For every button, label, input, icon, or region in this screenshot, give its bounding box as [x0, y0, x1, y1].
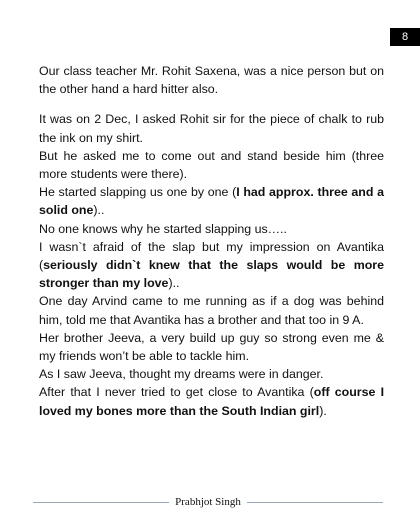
paragraph-jeeva: Her brother Jeeva, a very build up guy so strong even me & my friends won’t be able to tackle him. — [39, 330, 384, 364]
paragraph-stand-beside: But he asked me to come out and stand beside him (three more students were there). — [39, 148, 384, 182]
footer-author: Prabhjot Singh — [175, 496, 241, 508]
page-number: 8 — [390, 28, 420, 46]
paragraph-no-one-knows: No one knows why he started slapping us….. — [39, 221, 287, 236]
paragraph-after-that-emphasis: off course I loved my bones more than the South Indian girl — [39, 385, 385, 418]
footer-rule-left — [33, 502, 169, 503]
paragraph-slapping-end: ).. — [93, 203, 105, 218]
paragraph-slapping-text: He started slapping us one by one ( — [39, 185, 237, 200]
paragraph-after-that-end: ). — [319, 403, 327, 418]
paragraph-impression-emphasis: seriously didn`t knew that the slaps would be more stronger than my love — [39, 258, 384, 291]
footer-rule-right — [247, 502, 383, 503]
paragraph-impression-end: ).. — [168, 276, 180, 291]
page-footer — [33, 495, 383, 509]
paragraph-chalk: It was on 2 Dec, I asked Rohit sir for the piece of chalk to rub the ink on my shirt. — [39, 112, 384, 145]
paragraph-after-that — [39, 383, 384, 419]
paragraph-after-that-text: After that I never tried to get close to Avantika ( — [39, 385, 314, 400]
story-text — [39, 62, 384, 420]
paragraph-arvind: One day Arvind came to me running as if a dog was behind him, told me that Avantika has a brother and that too in 9 A. — [39, 294, 384, 327]
paragraph-slapping-emphasis: I had approx. three and a solid one — [39, 185, 385, 218]
paragraph-slapping — [39, 183, 384, 219]
paragraph-impression-text: I wasn`t afraid of the slap but my impression on Avantika ( — [39, 239, 384, 273]
paragraph-impression — [39, 238, 384, 293]
paragraph-teacher: Our class teacher Mr. Rohit Saxena, was a nice person but on the other hand a hard hitter also. — [39, 64, 384, 97]
paragraph-dreams: As I saw Jeeva, thought my dreams were in danger. — [39, 367, 324, 382]
